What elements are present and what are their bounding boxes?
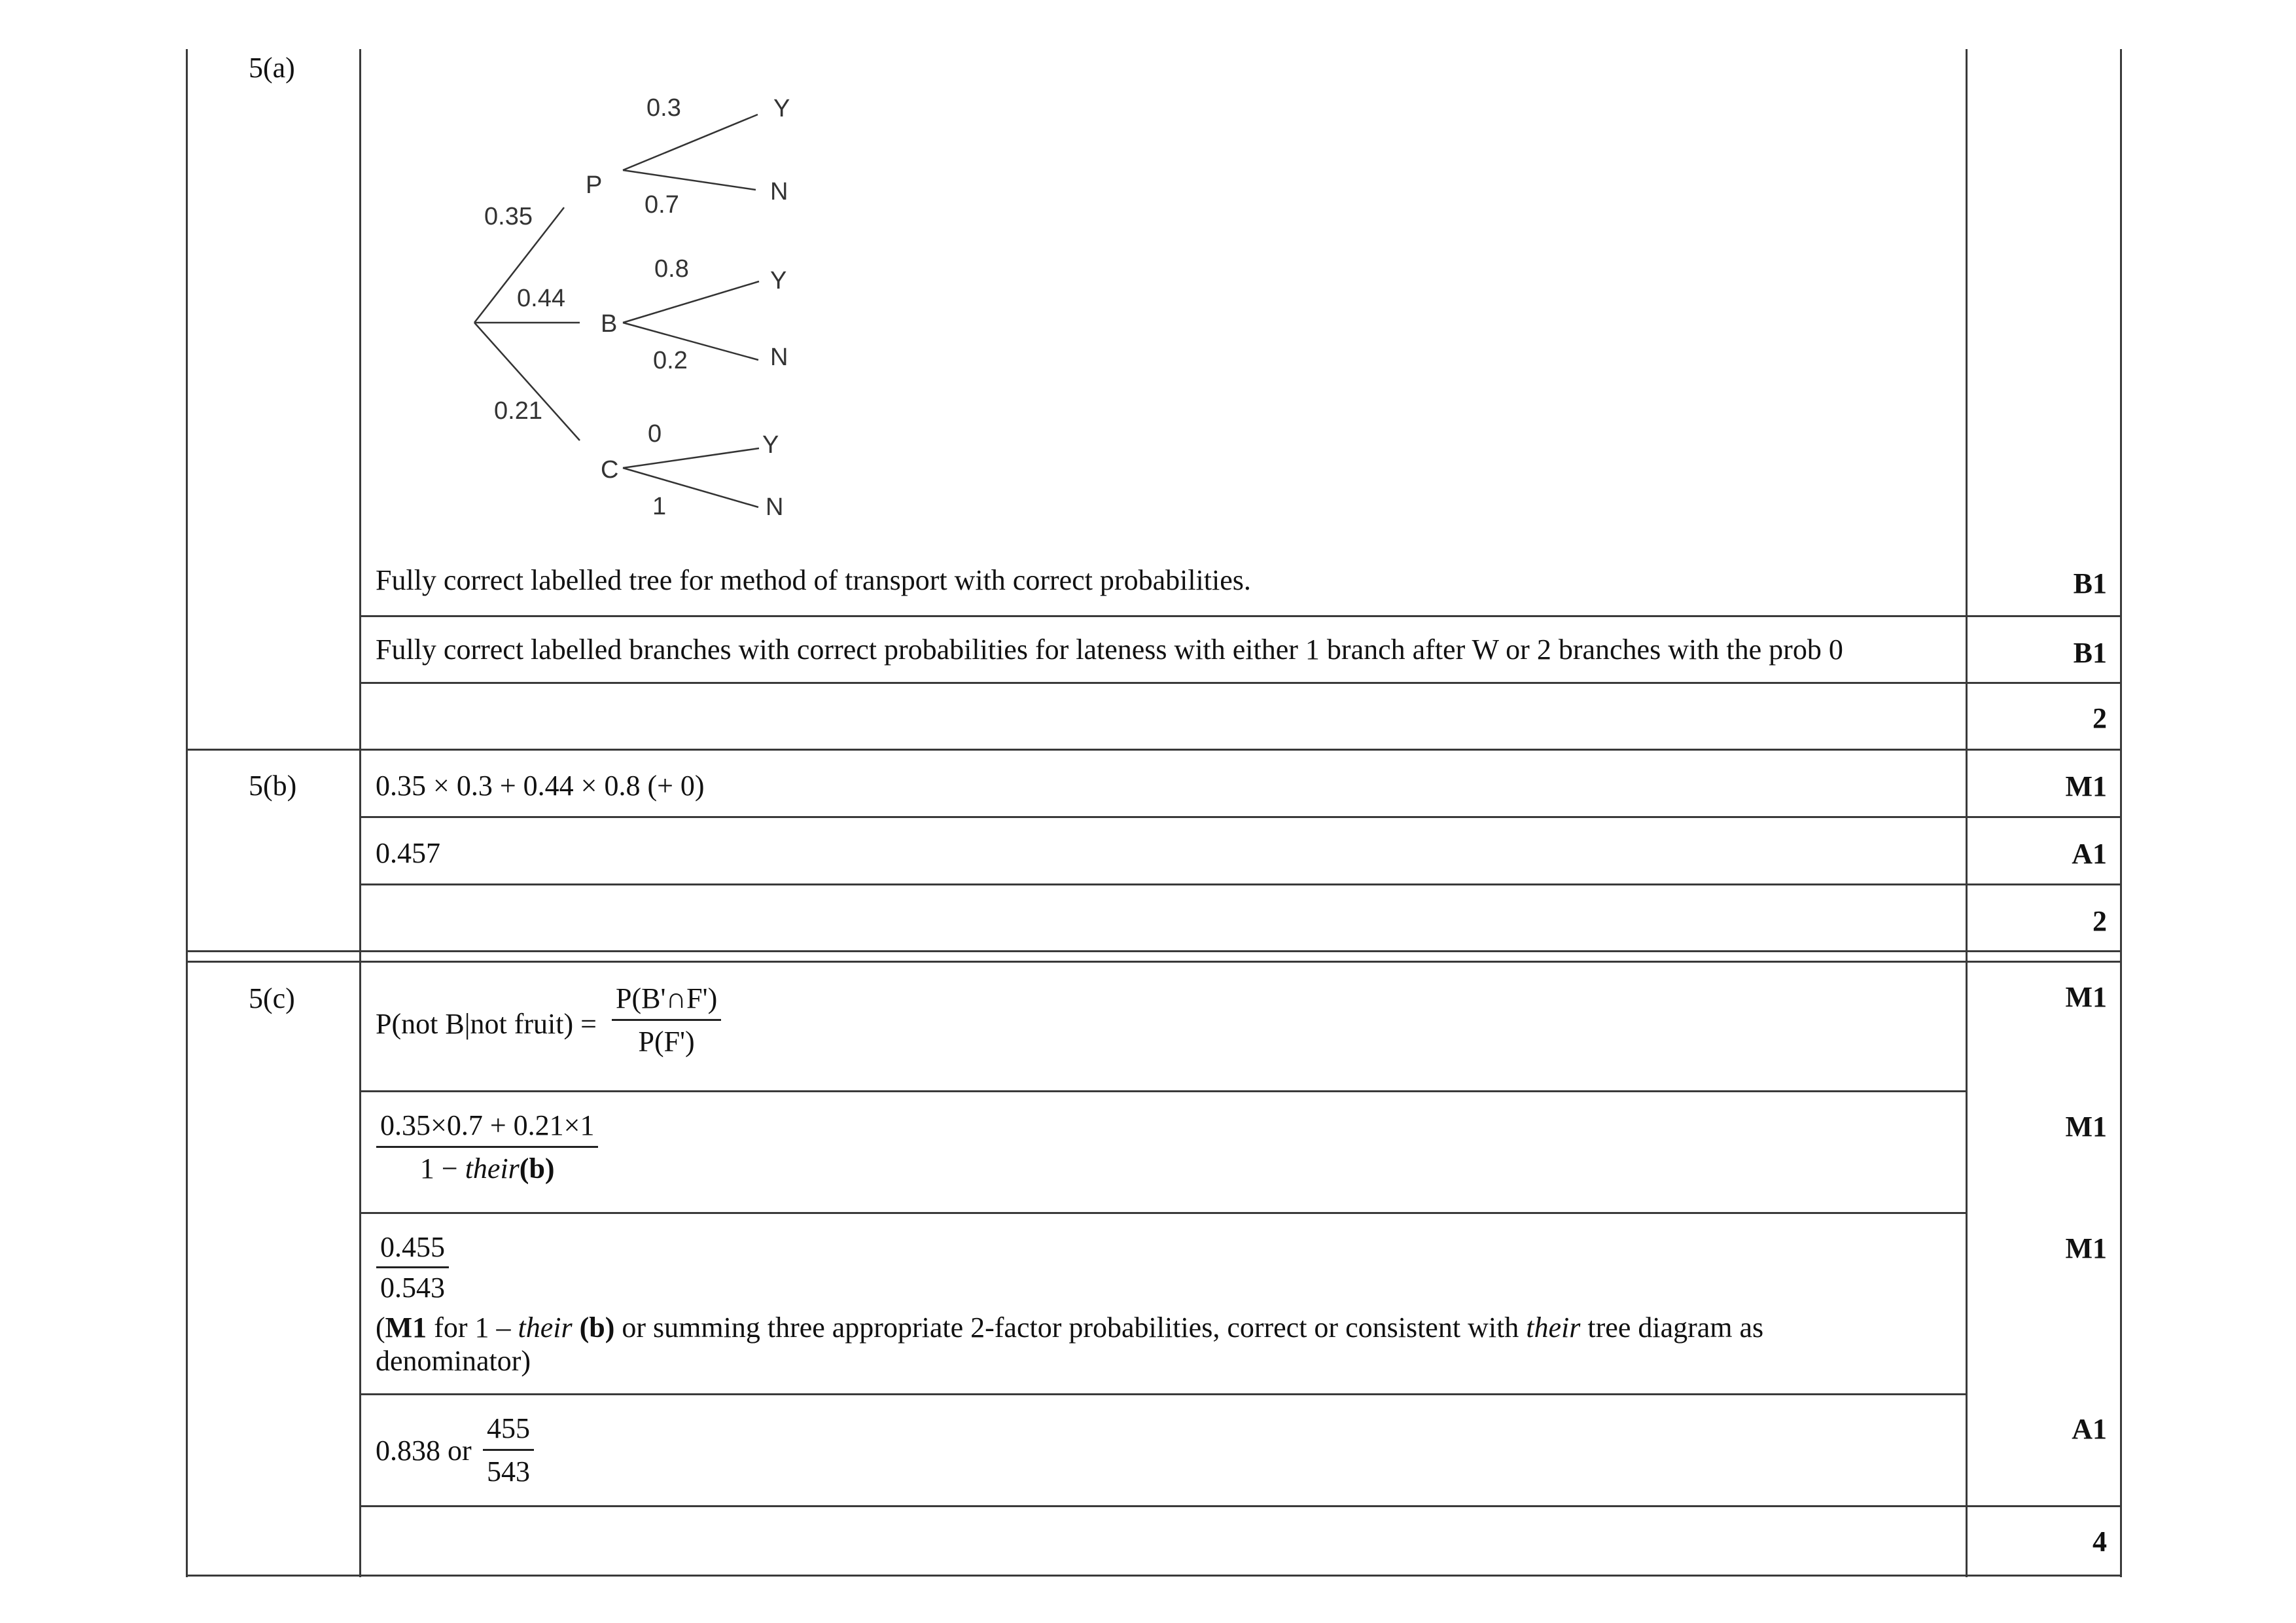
fraction-denominator: P(F') bbox=[638, 1026, 695, 1058]
node-y: Y bbox=[773, 95, 790, 122]
branch-p-y bbox=[623, 115, 758, 170]
working-fraction bbox=[376, 1109, 598, 1185]
method-note: (M1 for 1 – their (b) or summing three appropriate 2-factor probabilities, correct or consistent with their tree diagram as denominator) bbox=[376, 1311, 1764, 1377]
branch-b-n bbox=[623, 323, 758, 360]
row-divider bbox=[359, 682, 2122, 684]
node-n: N bbox=[766, 493, 784, 521]
mark-code: B1 bbox=[2073, 567, 2107, 599]
fraction-numerator: 455 bbox=[483, 1412, 534, 1451]
fraction-numerator: 0.455 bbox=[376, 1230, 449, 1268]
row-divider bbox=[359, 1212, 1966, 1214]
fraction-numerator: P(B'∩F') bbox=[612, 982, 721, 1021]
table-border-bottom bbox=[186, 1575, 2122, 1577]
mark-code: M1 bbox=[2065, 1111, 2107, 1143]
criterion-text: Fully correct labelled tree for method of transport with correct probabilities. bbox=[376, 564, 1251, 596]
prob-c-y: 0 bbox=[648, 420, 662, 448]
final-answer-fraction bbox=[483, 1412, 534, 1488]
row-divider bbox=[359, 816, 2122, 818]
node-n: N bbox=[770, 344, 788, 371]
mark-code: M1 bbox=[2065, 981, 2107, 1013]
prob-p: 0.35 bbox=[484, 203, 533, 230]
conditional-prob-lhs: P(not B|not fruit) = bbox=[376, 1008, 597, 1040]
row-divider bbox=[359, 615, 2122, 617]
node-c: C bbox=[601, 456, 619, 484]
tree-diagram bbox=[458, 72, 877, 543]
row-divider bbox=[359, 1090, 1966, 1092]
prob-c: 0.21 bbox=[494, 397, 542, 425]
node-y: Y bbox=[770, 267, 787, 294]
section-divider-5c-top bbox=[186, 950, 2122, 952]
mark-code: A1 bbox=[2072, 1413, 2107, 1445]
branch-c-y bbox=[623, 448, 759, 468]
table-col-divider-1 bbox=[359, 49, 361, 1577]
mark-total: 4 bbox=[2093, 1525, 2107, 1558]
node-n: N bbox=[770, 178, 788, 205]
mark-code: M1 bbox=[2065, 1232, 2107, 1264]
row-divider bbox=[359, 883, 2122, 885]
working-fraction bbox=[376, 1230, 449, 1304]
table-border-left bbox=[186, 49, 188, 1577]
node-p: P bbox=[586, 171, 603, 199]
working-expression: 0.35 × 0.3 + 0.44 × 0.8 (+ 0) bbox=[376, 770, 705, 802]
prob-p-y: 0.3 bbox=[646, 94, 681, 122]
table-col-divider-2 bbox=[1966, 49, 1968, 1577]
question-label-5c: 5(c) bbox=[249, 982, 295, 1014]
prob-c-n: 1 bbox=[652, 493, 667, 520]
mark-code: M1 bbox=[2065, 770, 2107, 802]
prob-p-n: 0.7 bbox=[645, 191, 679, 219]
final-answer-lhs: 0.838 or bbox=[376, 1435, 472, 1467]
prob-b-n: 0.2 bbox=[653, 347, 688, 374]
question-label-5b: 5(b) bbox=[249, 770, 297, 802]
fraction-denominator: 0.543 bbox=[380, 1272, 445, 1304]
branch-b-y bbox=[623, 281, 759, 323]
prob-b-y: 0.8 bbox=[654, 255, 689, 283]
row-divider bbox=[359, 1505, 2122, 1507]
section-divider-5c-bottom bbox=[186, 961, 2122, 963]
row-divider bbox=[359, 1393, 1966, 1395]
table-border-right bbox=[2120, 49, 2122, 1577]
prob-b: 0.44 bbox=[517, 285, 565, 312]
working-answer: 0.457 bbox=[376, 837, 440, 869]
fraction-numerator: 0.35×0.7 + 0.21×1 bbox=[376, 1109, 598, 1148]
branch-p-n bbox=[623, 170, 756, 190]
mark-code: B1 bbox=[2073, 637, 2107, 669]
mark-total: 2 bbox=[2093, 702, 2107, 734]
mark-total: 2 bbox=[2093, 905, 2107, 937]
branch-c-n bbox=[623, 468, 758, 507]
conditional-prob-fraction bbox=[612, 982, 721, 1058]
question-label-5a: 5(a) bbox=[249, 52, 295, 84]
node-y: Y bbox=[762, 431, 779, 459]
section-divider-5b bbox=[186, 749, 2122, 751]
fraction-denominator: 543 bbox=[487, 1455, 530, 1488]
node-b: B bbox=[601, 310, 618, 338]
fraction-denominator: 1 − their(b) bbox=[419, 1152, 555, 1185]
mark-code: A1 bbox=[2072, 838, 2107, 870]
criterion-text: Fully correct labelled branches with correct probabilities for lateness with either 1 branch after W or 2 branches with the prob 0 bbox=[376, 633, 1843, 666]
